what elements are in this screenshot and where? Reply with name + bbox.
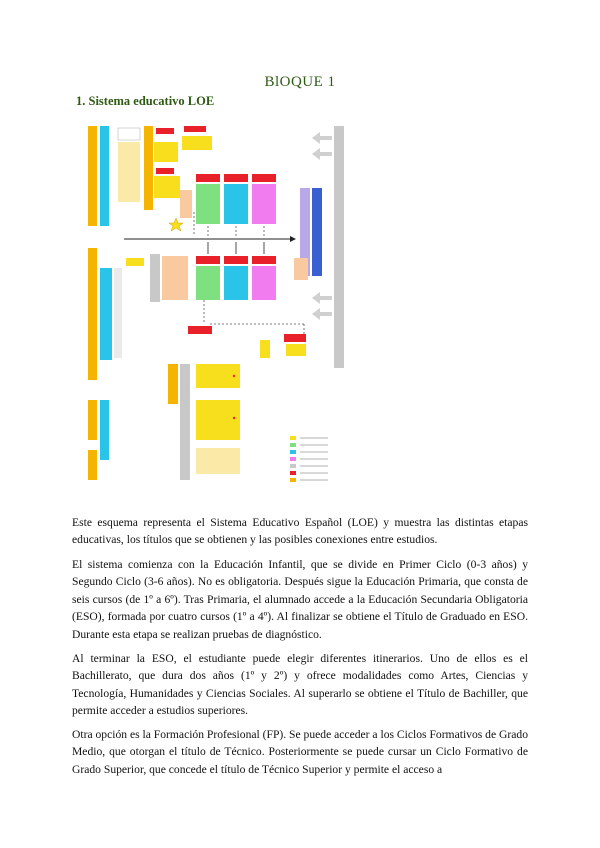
section-heading: 1. Sistema educativo LOE <box>76 94 215 108</box>
education-system-diagram <box>84 118 352 488</box>
left-yellow-column-mid <box>88 248 97 380</box>
paragraph-infantil-primaria-eso: El sistema comienza con la Educación Infantil, que se divide en Primer Ciclo (0-3 años) y Segundo Ciclo (3-6 años). No es obligatoria. Después sigue la Educación Primaria, que consta de seis cursos (de 1º a 6º). Tras Primaria, el alumnado accede a la Educación Secundaria Obligatoria (ESO), formada por cuatro cursos (1º a 4º). Al finalizar se obtiene el Título de Graduado en ESO. Durante esta etapa se realizan pruebas de diagnóstico. <box>72 558 528 641</box>
paragraph-bachillerato: Al terminar la ESO, el estudiante puede elegir diferentes itinerarios. Uno de ellos es el Bachillerato, que dura dos años (1º y 2º) y ofrece modalidades como Artes, Ciencias y Tecnología, Humanidades y Ciencias Sociales. Al superarlo se obtiene el Título de Bachiller, que permite acceder a estudios superiores. <box>72 652 528 718</box>
left-yellow-column-top <box>88 126 97 226</box>
document-title: BlOQUE 1 <box>264 74 336 90</box>
uni-yellow-column <box>144 126 153 210</box>
left-cyan-column-low <box>100 400 109 460</box>
left-yellow-column-bottom <box>88 450 97 480</box>
infantil-yellow-box <box>196 448 240 474</box>
diagram-legend <box>290 436 328 482</box>
eso-gray-column <box>180 364 190 480</box>
bach-box-cyan <box>224 184 248 224</box>
bach-box-pink <box>252 184 276 224</box>
right-gray-column <box>334 126 344 368</box>
paragraph-intro: Este esquema representa el Sistema Educativo Español (LOE) y muestra las distintas etapas educativas, los títulos que se obtienen y las posibles conexiones entre estudios. <box>72 516 528 547</box>
left-cyan-column-mid <box>100 268 112 360</box>
university-bar-blue <box>312 188 322 276</box>
bach-box-peach <box>180 190 192 218</box>
paragraph-formacion-profesional: Otra opción es la Formación Profesional (FP). Se puede acceder a los Ciclos Formativos de Grado Medio, que otorgan el título de Técnico. Posteriormente se puede cursar un Ciclo Formativo de Grado Superior, que concede el título de Técnico Superior y permite el acceso a <box>72 728 528 776</box>
left-yellow-column-low <box>88 400 97 440</box>
star-icon <box>169 218 183 231</box>
left-cyan-column-top <box>100 126 109 226</box>
primaria-yellow-box <box>196 400 240 440</box>
bach-box-green <box>196 184 220 224</box>
